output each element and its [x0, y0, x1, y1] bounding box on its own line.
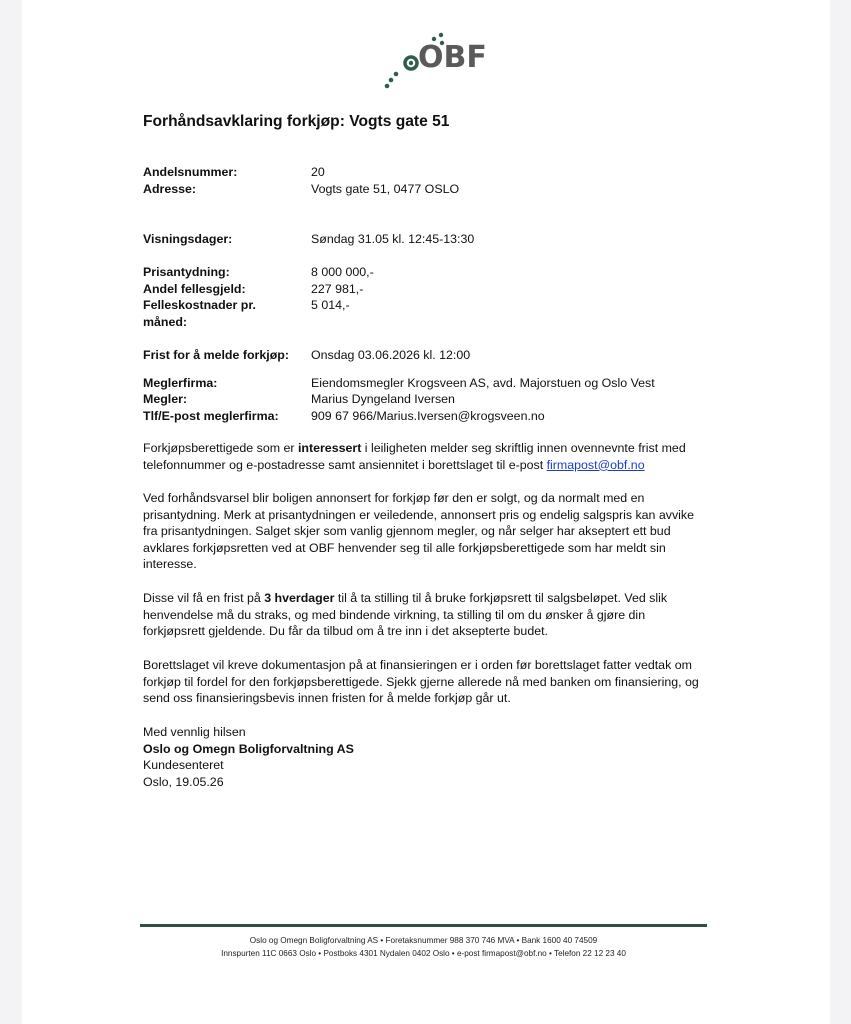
field-value: Onsdag 03.06.2026 kl. 12:00: [311, 348, 471, 362]
paragraph-forhandsvarsel: [143, 490, 708, 573]
field-value: 227 981,-: [311, 282, 364, 296]
text: Forkjøpsberettigede som er: [143, 441, 298, 455]
department: Kundesenteret: [143, 758, 224, 773]
field-label: Megler:: [143, 392, 188, 406]
field-value: 20: [311, 165, 325, 179]
signature-block: [143, 724, 354, 790]
text: i leiligheten melder seg skriftlig innen ovennevnte frist med telefonnummer og e-postadresse samt ansiennitet i borettslaget til e-post: [143, 441, 686, 472]
obf-logo-text: OBF: [418, 40, 487, 75]
place-date: Oslo, 19.05.26: [143, 774, 224, 789]
field-value: Marius Dyngeland Iversen: [311, 392, 455, 406]
footer-line-2: Innspurten 11C 0663 Oslo • Postboks 4301 Nydalen 0402 Oslo • e-post firmapost@obf.no • Telefon 22 12 23 40: [221, 949, 626, 958]
field-label: Frist for å melde forkjøp:: [143, 348, 289, 362]
field-label: Prisantydning:: [143, 265, 230, 279]
text: til å ta stilling til å bruke forkjøpsrett til salgsbeløpet. Ved slik henvendelse må du straks, og med bindende virkning, ta stilling til om du ønsker å gjøre din forkjøpsrett gjeldende. Du får da tilbud om å tre inn i det aksepterte budet.: [143, 591, 668, 639]
bold-text: interessert: [297, 441, 362, 455]
field-label: Adresse:: [143, 182, 197, 196]
paragraph-frist: [143, 590, 708, 640]
field-label: Andelsnummer:: [143, 165, 238, 179]
footer-line-1: Oslo og Omegn Boligforvaltning AS • Foretaksnummer 988 370 746 MVA • Bank 1600 40 74509: [249, 936, 598, 945]
field-value: Søndag 31.05 kl. 12:45-13:30: [311, 232, 475, 246]
field-value: Eiendomsmegler Krogsveen AS, avd. Majorstuen og Oslo Vest: [311, 376, 655, 390]
company-name: Oslo og Omegn Boligforvaltning AS: [143, 741, 354, 756]
field-value: 5 014,-: [311, 298, 350, 312]
email-link[interactable]: firmapost@obf.no: [546, 457, 645, 472]
paragraph-finansiering: [143, 657, 708, 707]
field-label: Andel fellesgjeld:: [143, 282, 246, 296]
field-label: Felleskostnader pr. måned:: [143, 298, 256, 329]
field-value: 909 67 966/Marius.Iversen@krogsveen.no: [311, 409, 545, 423]
greeting: Med vennlig hilsen: [143, 725, 246, 739]
text: Ved forhåndsvarsel blir boligen annonsert for forkjøp før den er solgt, og da normalt med en prisantydning. Merk at prisantydningen er veiledende, annonsert pris og endelig salgspris kan avvike fra prisantydningen. Salget skjer som vanlig gjennom megler, og når selger har akseptert ett bud avklares forkjøpsretten ved at OBF henvender seg til alle forkjøpsberettigede som har meldt sin interesse.: [143, 491, 695, 572]
field-value: 8 000 000,-: [311, 265, 374, 279]
text: Borettslaget vil kreve dokumentasjon på at finansieringen er i orden før borettslaget fatter vedtak om forkjøp til fordel for den forkjøpsberettigede. Sjekk gjerne allerede nå med banken om finansiering, og send oss finansieringsbevis innen fristen for å melde forkjøp går ut.: [143, 658, 699, 706]
field-label: Meglerfirma:: [143, 376, 218, 390]
footer-divider: [140, 924, 707, 927]
document-title: Forhåndsavklaring forkjøp: Vogts gate 51: [143, 113, 450, 130]
field-label: Tlf/E-post meglerfirma:: [143, 409, 279, 423]
paragraph-interest: [143, 440, 708, 473]
text: Disse vil få en frist på: [143, 591, 265, 605]
field-value: Vogts gate 51, 0477 OSLO: [311, 182, 460, 196]
bold-text: 3 hverdager: [264, 591, 335, 605]
field-label: Visningsdager:: [143, 232, 233, 246]
